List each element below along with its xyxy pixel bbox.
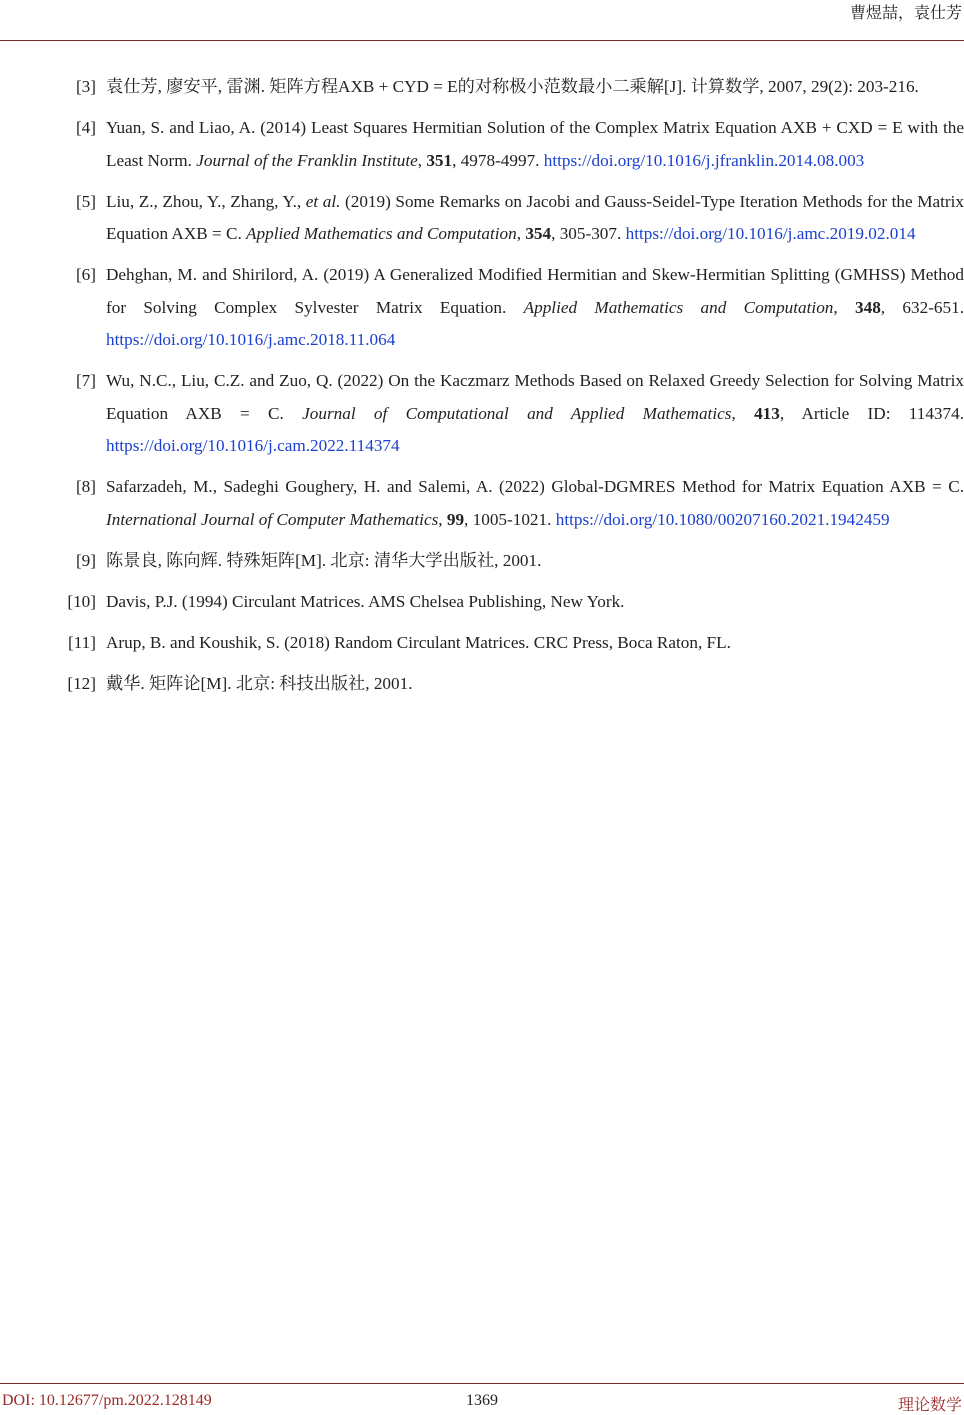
reference-item [0,259,964,357]
header-authors: 曹煜喆，袁仕芳 [849,3,962,22]
reference-text [106,192,964,244]
reference-volume: 99 [446,509,465,529]
reference-text-segment: , 4978-4997. [452,150,544,170]
reference-volume: 351 [426,150,453,170]
reference-text-segment: , [417,150,427,170]
reference-number: [11] [68,632,96,652]
footer-doi: DOI: 10.12677/pm.2022.128149 [2,1392,212,1409]
reference-text-segment: , [516,224,526,243]
reference-number: [9] [75,550,96,570]
reference-volume: 348 [855,297,881,317]
reference-journal-title: International Journal of Computer Mathematics [106,509,439,529]
reference-journal-title: et al. [305,191,341,211]
reference-list [0,71,964,709]
reference-number: [6] [75,265,96,284]
reference-text-segment: Dehghan, M. and Shirilord, A. (2019) A Generalized Modified Hermitian and Skew-Hermitian Splitting (GMHSS) Method for Solving Complex Sylvester Matrix Equation. [106,265,964,317]
reference-volume: 413 [754,403,780,423]
reference-journal-title: Applied Mathematics and Computation [523,297,834,317]
reference-text-segment: , 305-307. [551,224,626,243]
reference-text-segment: Davis, P.J. (1994) Circulant Matrices. AMS Chelsea Publishing, New York. [106,591,625,611]
reference-item [0,365,964,463]
reference-item [0,112,964,177]
reference-item [0,471,964,536]
reference-text-segment: 袁仕芳, 廖安平, 雷渊. 矩阵方程AXB + CYD = E的对称极小范数最小二乘解[J]. 计算数学, 2007, 29(2): 203-216. [106,77,919,96]
page-header [0,0,964,41]
reference-number: [12] [67,673,96,693]
reference-text-segment: , [833,297,856,317]
reference-text-segment: (2019) Some Remarks on Jacobi and Gauss-Seidel-Type Iteration Methods for the Matrix Equation AXB = C. [106,191,964,243]
reference-text [106,477,964,529]
page-number: 1369 [466,1392,498,1409]
reference-number: [7] [75,371,96,390]
reference-text [106,674,413,693]
reference-doi-link[interactable]: https://doi.org/10.1016/j.amc.2019.02.014 [625,224,916,243]
reference-text-segment: , [438,509,447,529]
reference-text-segment: Arup, B. and Koushik, S. (2018) Random Circulant Matrices. CRC Press, Boca Raton, FL. [106,632,731,652]
reference-text-segment: Safarzadeh, M., Sadeghi Goughery, H. and Salemi, A. (2022) Global-DGMRES Method for Matrix Equation AXB = C. [106,477,964,496]
reference-text-segment: , [731,403,755,423]
reference-number: [10] [67,591,96,611]
reference-journal-title: Applied Mathematics and Computation [246,224,517,243]
reference-doi-link[interactable]: https://doi.org/10.1016/j.cam.2022.114374 [106,436,400,455]
reference-text [106,592,624,611]
page-footer [0,1383,964,1415]
reference-number: [3] [75,77,96,96]
reference-number: [5] [75,191,96,211]
reference-text-segment: , Article ID: 114374. [779,403,964,423]
reference-text-segment: , 632-651. [880,297,964,317]
reference-volume: 354 [525,224,552,243]
reference-item [0,71,964,104]
reference-text [106,77,919,96]
reference-number: [4] [75,118,96,137]
reference-text-segment: Wu, N.C., Liu, C.Z. and Zuo, Q. (2022) On the Kaczmarz Methods Based on Relaxed Greedy Selection for Solving Matrix Equation AXB = C. [106,371,964,423]
reference-number: [8] [75,477,96,496]
reference-text-segment: Yuan, S. and Liao, A. (2014) Least Squares Hermitian Solution of the Complex Matrix Equation AXB + CXD = E with the Least Norm. [106,118,964,170]
reference-doi-link[interactable]: https://doi.org/10.1016/j.amc.2018.11.064 [106,330,396,349]
reference-doi-link[interactable]: https://doi.org/10.1080/00207160.2021.1942459 [555,509,890,529]
reference-item [0,586,964,619]
journal-name: 理论数学 [897,1397,962,1414]
reference-text [106,633,731,652]
reference-text-segment: , 1005-1021. [464,509,556,529]
reference-text [106,118,964,170]
reference-text [106,371,964,455]
reference-item [0,668,964,701]
reference-item [0,186,964,251]
reference-text [106,265,964,349]
reference-journal-title: Journal of the Franklin Institute [196,150,418,170]
reference-text-segment: 陈景良, 陈向辉. 特殊矩阵[M]. 北京: 清华大学出版社, 2001. [106,550,542,570]
reference-text [106,551,541,570]
reference-journal-title: Journal of Computational and Applied Mathematics [302,403,732,423]
reference-text-segment: Liu, Z., Zhou, Y., Zhang, Y., [106,191,306,211]
reference-text-segment: 戴华. 矩阵论[M]. 北京: 科技出版社, 2001. [106,673,413,693]
reference-item [0,545,964,578]
reference-item [0,627,964,660]
reference-doi-link[interactable]: https://doi.org/10.1016/j.jfranklin.2014.08.003 [543,150,865,170]
